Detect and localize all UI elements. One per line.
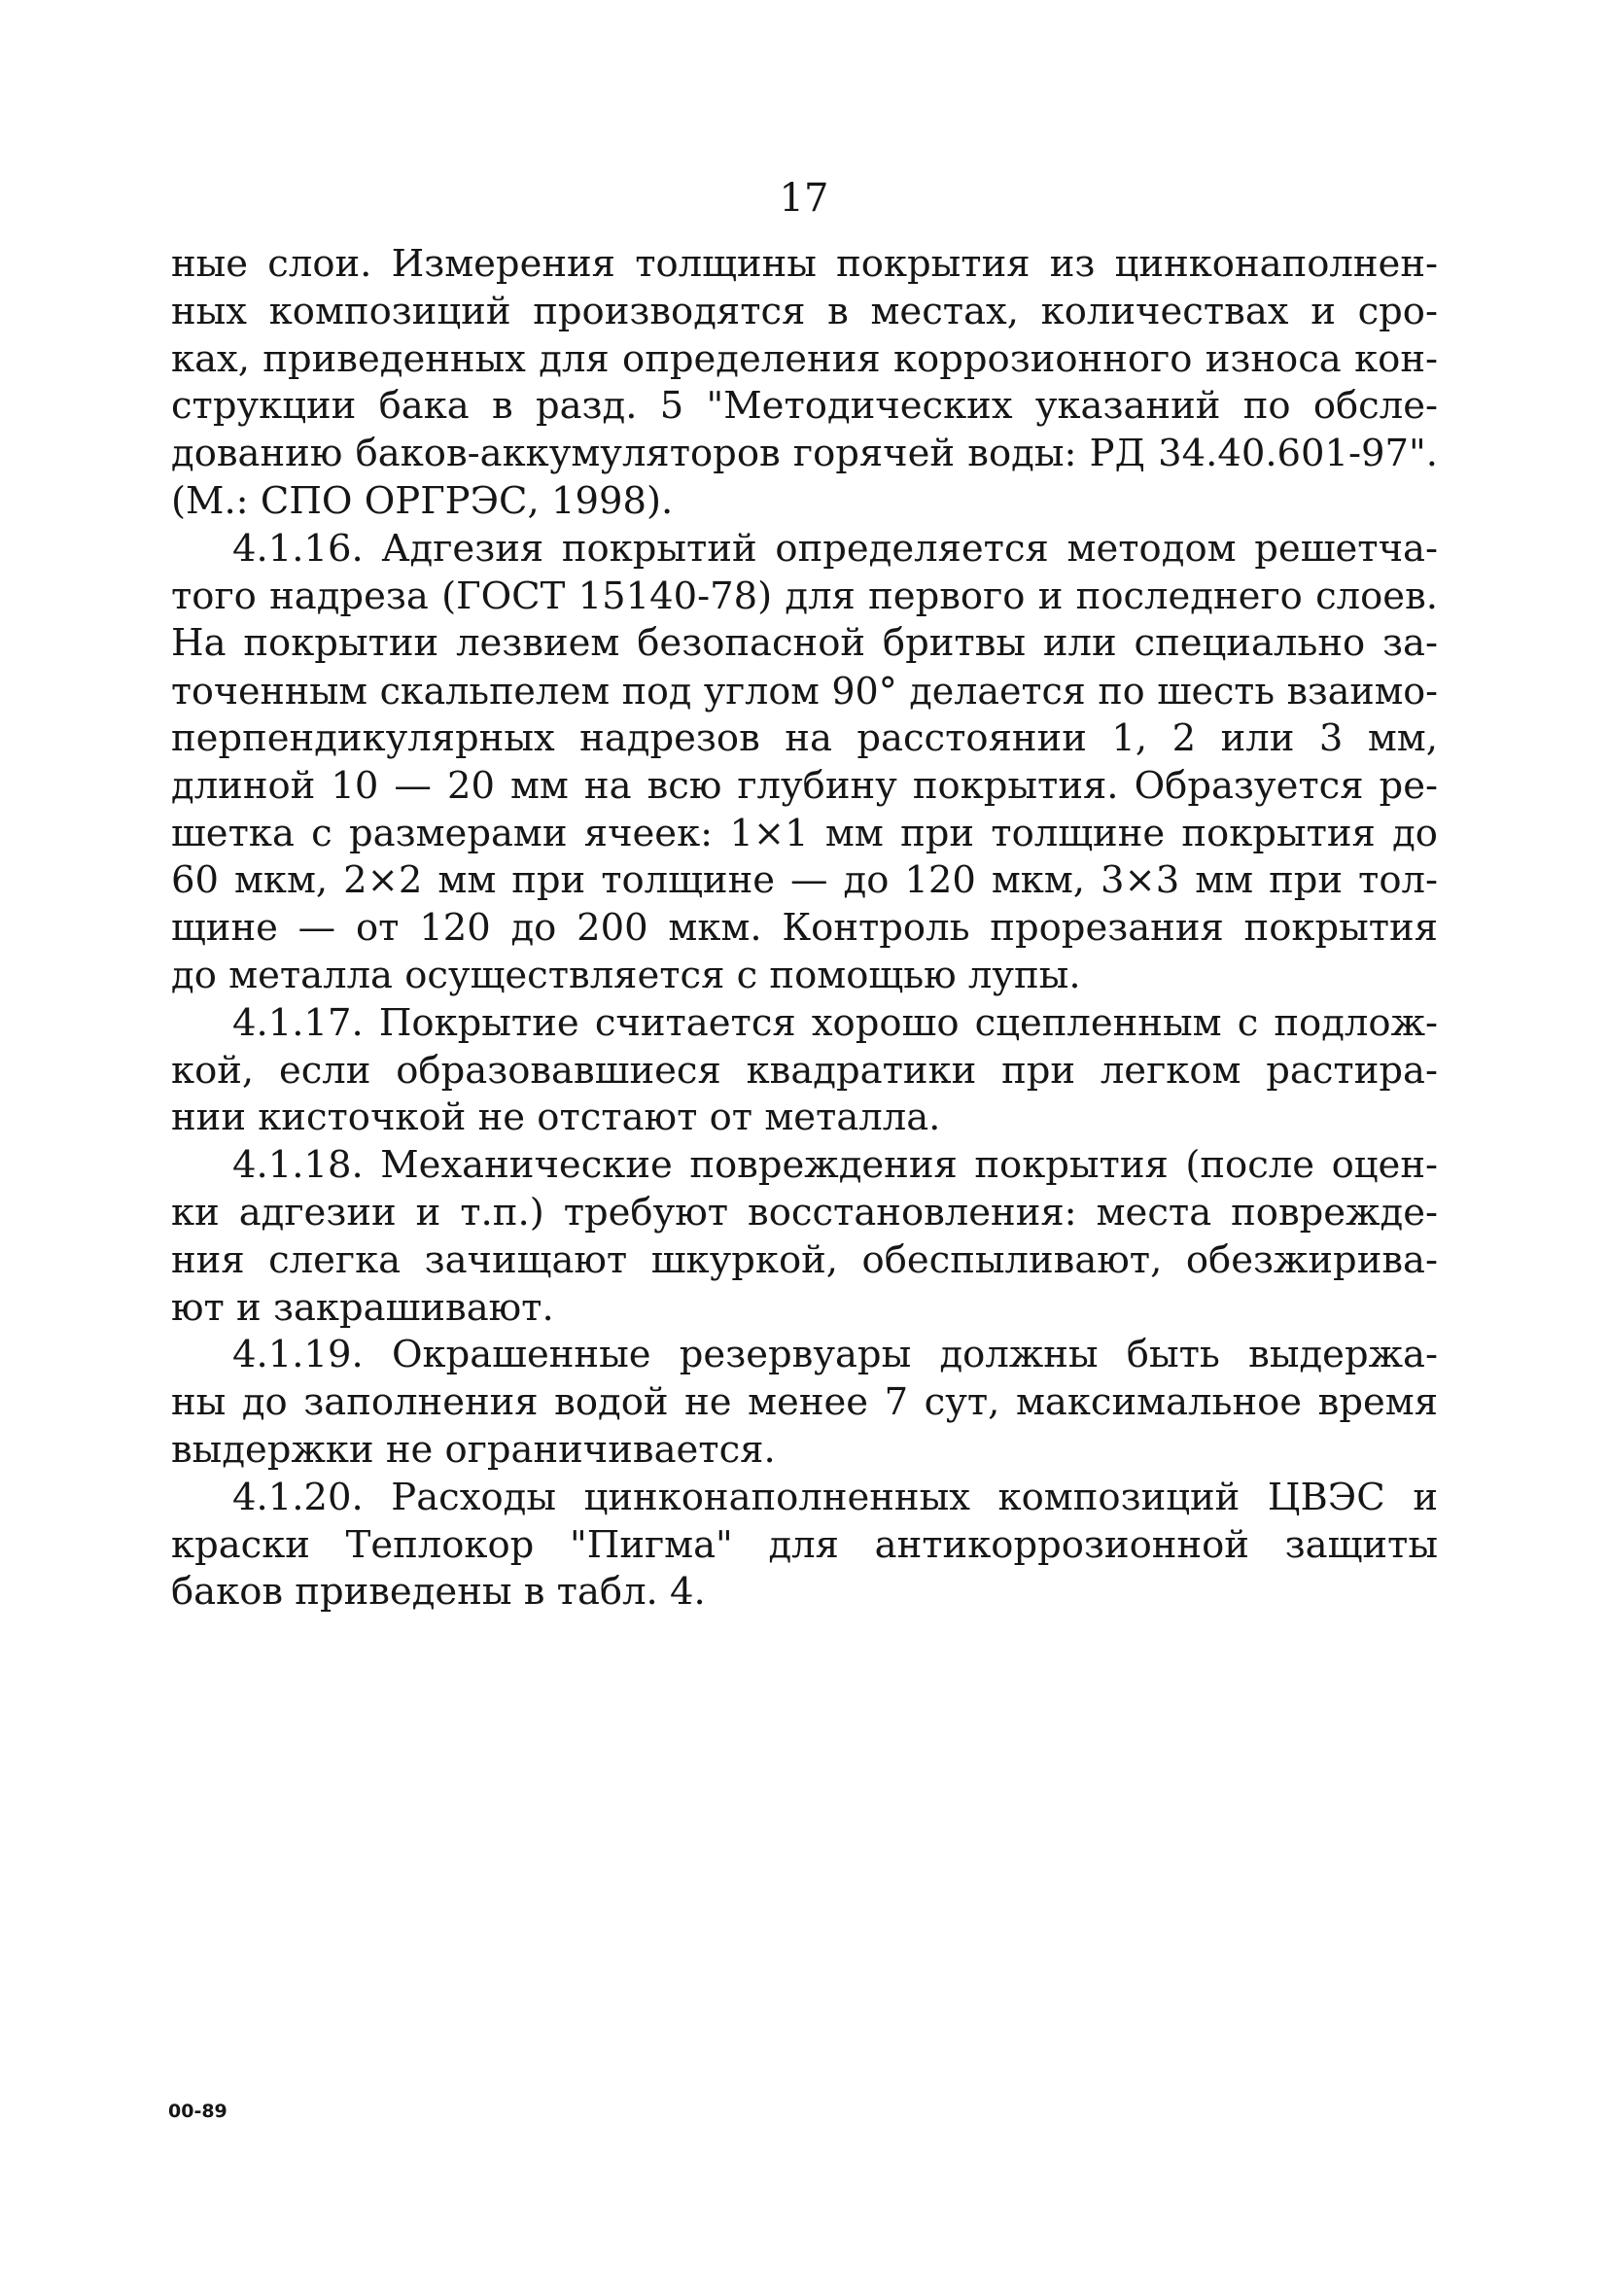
text-line: ных композиций производятся в местах, количествах и сро- (171, 289, 1438, 333)
text-line: 4.1.16. Адгезия покрытий определяется методом решетча- (232, 526, 1438, 571)
text-line: шетка с размерами ячеек: 1×1 мм при толщине покрытия до (171, 811, 1438, 855)
text-line: до металла осуществляется с помощью лупы. (171, 953, 1081, 997)
text-line: ках, приведенных для определения коррозионного износа кон- (171, 336, 1438, 381)
text-line: выдержки не ограничивается. (171, 1427, 776, 1472)
text-line: 4.1.18. Механические повреждения покрытия (после оцен- (232, 1143, 1438, 1188)
text-line: ные слои. Измерения толщины покрытия из цинконаполнен- (171, 242, 1438, 286)
text-line: того надреза (ГОСТ 15140-78) для первого и последнего слоев. (171, 574, 1438, 618)
text-line: ны до заполнения водой не менее 7 сут, максимальное время (171, 1380, 1438, 1425)
text-line: дованию баков-аккумуляторов горячей воды: РД 34.40.601-97". (171, 432, 1438, 476)
text-line: баков приведены в табл. 4. (171, 1570, 706, 1615)
text-line: ния слегка зачищают шкуркой, обеспыливают, обезжирива- (171, 1237, 1438, 1282)
text-line: точенным скальпелем под углом 90° делается по шесть взаимо- (171, 670, 1438, 713)
text-line: кой, если образовавшиеся квадратики при легком растира- (171, 1048, 1438, 1093)
page-number: 17 (779, 176, 829, 221)
text-line: струкции бака в разд. 5 "Методических указаний по обсле- (171, 384, 1438, 429)
text-line: перпендикулярных надрезов на расстоянии 1, 2 или 3 мм, (171, 715, 1438, 760)
text-line: 4.1.19. Окрашенные резервуары должны быть выдержа- (232, 1333, 1438, 1377)
body-text (171, 241, 1438, 1617)
text-line: 4.1.17. Покрытие считается хорошо сцепленным с подлож- (232, 1000, 1438, 1045)
footer-code: 00-89 (168, 2101, 227, 2122)
text-line: ки адгезии и т.п.) требуют восстановления: места поврежде- (171, 1190, 1438, 1235)
text-line: 4.1.20. Расходы цинконаполненных композиций ЦВЭС и (232, 1475, 1438, 1519)
text-line: щине — от 120 до 200 мкм. Контроль прорезания покрытия (171, 906, 1438, 951)
text-line: краски Теплокор "Пигма" для антикоррозионной защиты (171, 1522, 1438, 1567)
text-line: ют и закрашивают. (171, 1285, 554, 1330)
text-line: длиной 10 — 20 мм на всю глубину покрытия. Образуется ре- (171, 763, 1438, 808)
text-line: 60 мкм, 2×2 мм при толщине — до 120 мкм, 3×3 мм при тол- (171, 858, 1438, 903)
text-line: На покрытии лезвием безопасной бритвы или специально за- (171, 621, 1438, 666)
text-line: нии кисточкой не отстают от металла. (171, 1096, 941, 1140)
text-line: (М.: СПО ОРГРЭС, 1998). (171, 478, 674, 523)
